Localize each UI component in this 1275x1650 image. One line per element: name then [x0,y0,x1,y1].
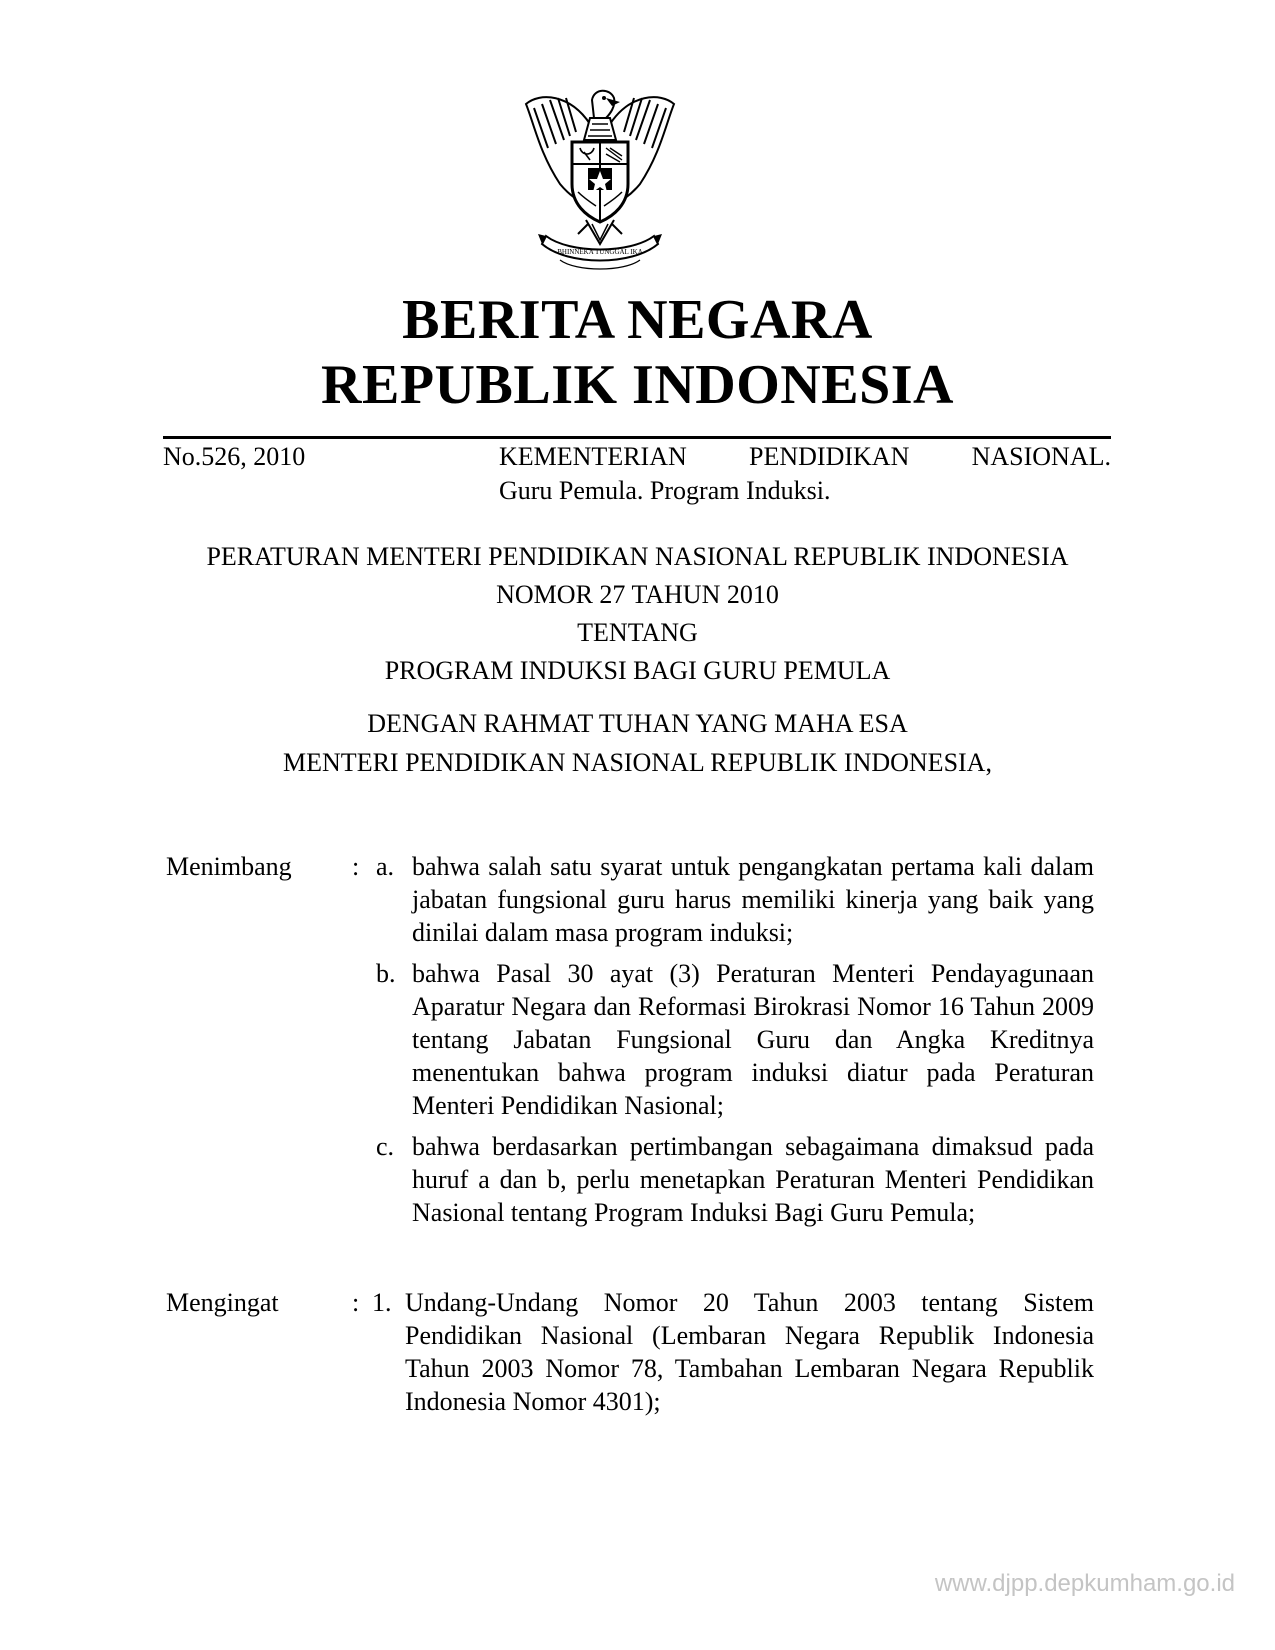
issue-number: No.526, 2010 [163,442,306,471]
mengingat-item-marker: 1. [372,1288,392,1317]
masthead-line2: REPUBLIK INDONESIA [321,354,954,416]
menimbang-item-marker: b. [376,959,396,988]
masthead-line1: BERITA NEGARA [402,289,873,351]
regulation-number: NOMOR 27 TAHUN 2010 [496,580,779,609]
menimbang-item-text: bahwa berdasarkan pertimbangan sebagaimana dimaksud pada huruf a dan b, perlu menetapkan Peraturan Menteri Pendidikan Nasional tentang Program Induksi Bagi Guru Pemula; [412,1132,1094,1227]
source-watermark: www.djpp.depkumham.go.id [934,1570,1235,1597]
issue-subject-line1: KEMENTERIAN PENDIDIKAN NASIONAL. [499,442,1111,471]
regulation-tentang: TENTANG [577,618,698,647]
menimbang-item-text: bahwa salah satu syarat untuk pengangkatan pertama kali dalam jabatan fungsional guru harus memiliki kinerja yang baik yang dinilai dalam masa program induksi; [412,852,1094,947]
mengingat-item-text: Undang-Undang Nomor 20 Tahun 2003 tentang Sistem Pendidikan Nasional (Lembaran Negara Republik Indonesia Tahun 2003 Nomor 78, Tambahan Lembaran Negara Republik Indonesia Nomor 4301); [405,1288,1094,1416]
mengingat-label: Mengingat [166,1288,279,1317]
garuda-emblem [520,84,680,276]
menimbang-colon: : [352,852,360,881]
issue-subject-line2: Guru Pemula. Program Induksi. [499,476,831,505]
regulation-title: PERATURAN MENTERI PENDIDIKAN NASIONAL REPUBLIK INDONESIA [206,542,1069,571]
menimbang-item-marker: a. [376,852,395,881]
mengingat-colon: : [352,1288,360,1317]
issue-subject [499,440,1111,508]
minister-title: MENTERI PENDIDIKAN NASIONAL REPUBLIK INDONESIA, [283,748,992,777]
menimbang-item-marker: c. [376,1132,395,1161]
regulation-subject: PROGRAM INDUKSI BAGI GURU PEMULA [384,656,891,685]
menimbang-label: Menimbang [166,852,292,881]
menimbang-item-text: bahwa Pasal 30 ayat (3) Peraturan Menteri Pendayagunaan Aparatur Negara dan Reformasi Birokrasi Nomor 16 Tahun 2009 tentang Jabatan Fungsional Guru dan Angka Kreditnya menentukan bahwa program induksi diatur pada Peraturan Menteri Pendidikan Nasional; [412,959,1094,1120]
invocation: DENGAN RAHMAT TUHAN YANG MAHA ESA [367,709,908,738]
emblem-motto: BHINNEKA TUNGGAL IKA [557,248,643,256]
masthead-divider [163,436,1111,439]
